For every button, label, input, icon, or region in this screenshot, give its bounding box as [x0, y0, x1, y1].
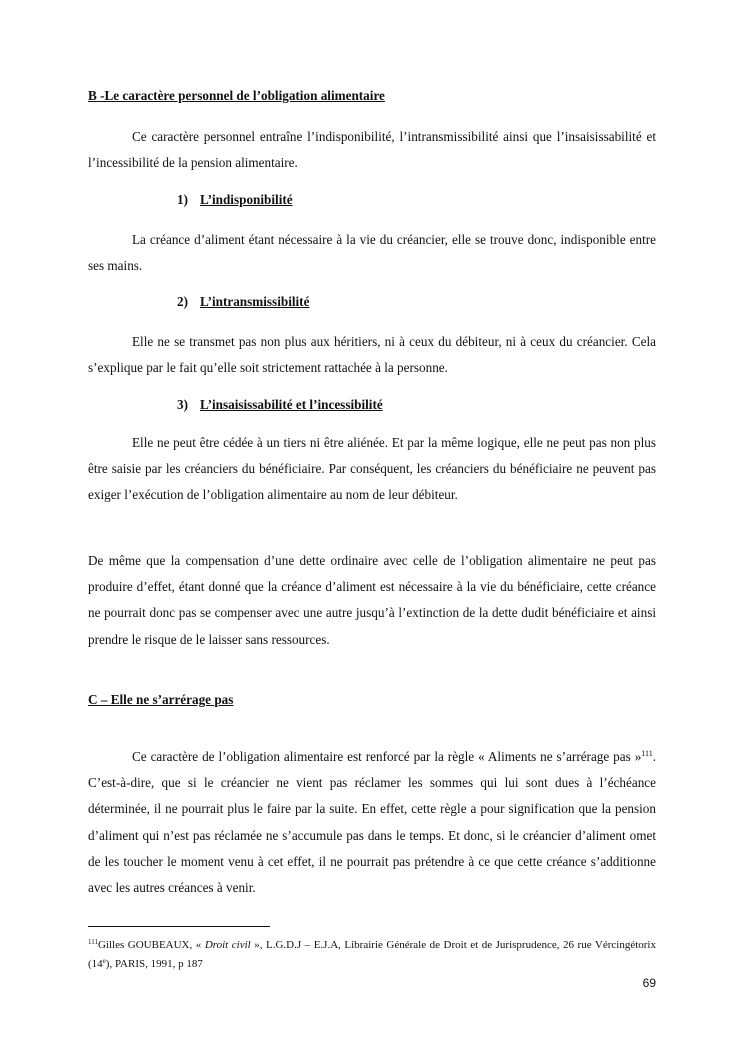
subheading-indisponibilite: [177, 192, 293, 208]
page-number: 69: [642, 976, 656, 990]
paragraph-text-after-ref: . C’est-à-dire, que si le créancier ne vient pas réclamer les sommes qui lui sont dues à l’échéance déterminée, il ne pourrait plus le faire par la suite. En effet, cette règle a pour signification que la pension d’aliment qui n’est pas réclamée ne s’accumule pas dans le temps. Et donc, si le créancier d’aliment omet de les toucher le moment venu à cet effet, il ne pourrait pas prétendre à ce que cette créance s’additionne avec les autres créances à venir.: [88, 749, 656, 896]
paragraph-insaisissabilite: Elle ne peut être cédée à un tiers ni être aliénée. Et par la même logique, elle ne peut pas non plus être saisie par les créanciers du bénéficiaire. Par conséquent, les créanciers du bénéficiaire ne peuvent pas exiger l’exécution de l’obligation alimentaire au nom de leur débiteur.: [88, 435, 656, 503]
subheading-number: 3): [177, 397, 188, 412]
subheading-number: 1): [177, 192, 188, 207]
paragraph-compensation: De même que la compensation d’une dette ordinaire avec celle de l’obligation alimentaire ne peut pas produire d’effet, étant donné que la créance d’aliment est nécessaire à la vie du bénéficiaire, cette créance ne pourrait donc pas se compenser avec une autre jusqu’à l’extinction de la dette dudit bénéficiaire et ainsi prendre le risque de le laisser sans ressources.: [88, 553, 656, 647]
subheading-number: 2): [177, 294, 188, 309]
section-heading-b: B -Le caractère personnel de l’obligation alimentaire: [88, 88, 385, 103]
subheading-title: L’insaisissabilité et l’incessibilité: [200, 397, 383, 412]
subheading-insaisissabilite: [177, 397, 383, 413]
paragraph-intransmissibilite: Elle ne se transmet pas non plus aux héritiers, ni à ceux du débiteur, ni à ceux du créancier. Cela s’explique par le fait qu’elle soit strictement rattachée à la personne.: [88, 334, 656, 376]
footnote-author: Gilles GOUBEAUX, «: [97, 939, 205, 951]
footnote: [88, 934, 656, 972]
paragraph-intro: Ce caractère personnel entraîne l’indisponibilité, l’intransmissibilité ainsi que l’insaisissabilité et l’incessibilité de la pension alimentaire.: [88, 129, 656, 171]
subheading-title: L’indisponibilité: [200, 192, 293, 207]
footnote-number: 111: [88, 938, 98, 946]
footnote-superscript: e: [102, 957, 106, 965]
subheading-title: L’intransmissibilité: [200, 294, 310, 309]
footnote-place-date: ), PARIS, 1991, p 187: [105, 958, 203, 970]
section-heading-c: C – Elle ne s’arrérage pas: [88, 692, 234, 707]
footnote-publisher: », L.G.D.J – E.J.A, Librairie Générale de Droit et de Jurisprudence, 26 rue Vércingétorix (14: [88, 939, 656, 970]
footnote-work-title: Droit civil: [204, 939, 251, 951]
paragraph-text-before-ref: Ce caractère de l’obligation alimentaire est renforcé par la règle « Aliments ne s’arrérage pas »: [132, 749, 642, 764]
paragraph-arrerage: [88, 741, 656, 901]
paragraph-indisponibilite: La créance d’aliment étant nécessaire à la vie du créancier, elle se trouve donc, indisponible entre ses mains.: [88, 232, 656, 274]
subheading-intransmissibilite: [177, 294, 309, 310]
footnote-reference[interactable]: 111: [641, 749, 653, 758]
footnote-separator: [88, 926, 270, 927]
